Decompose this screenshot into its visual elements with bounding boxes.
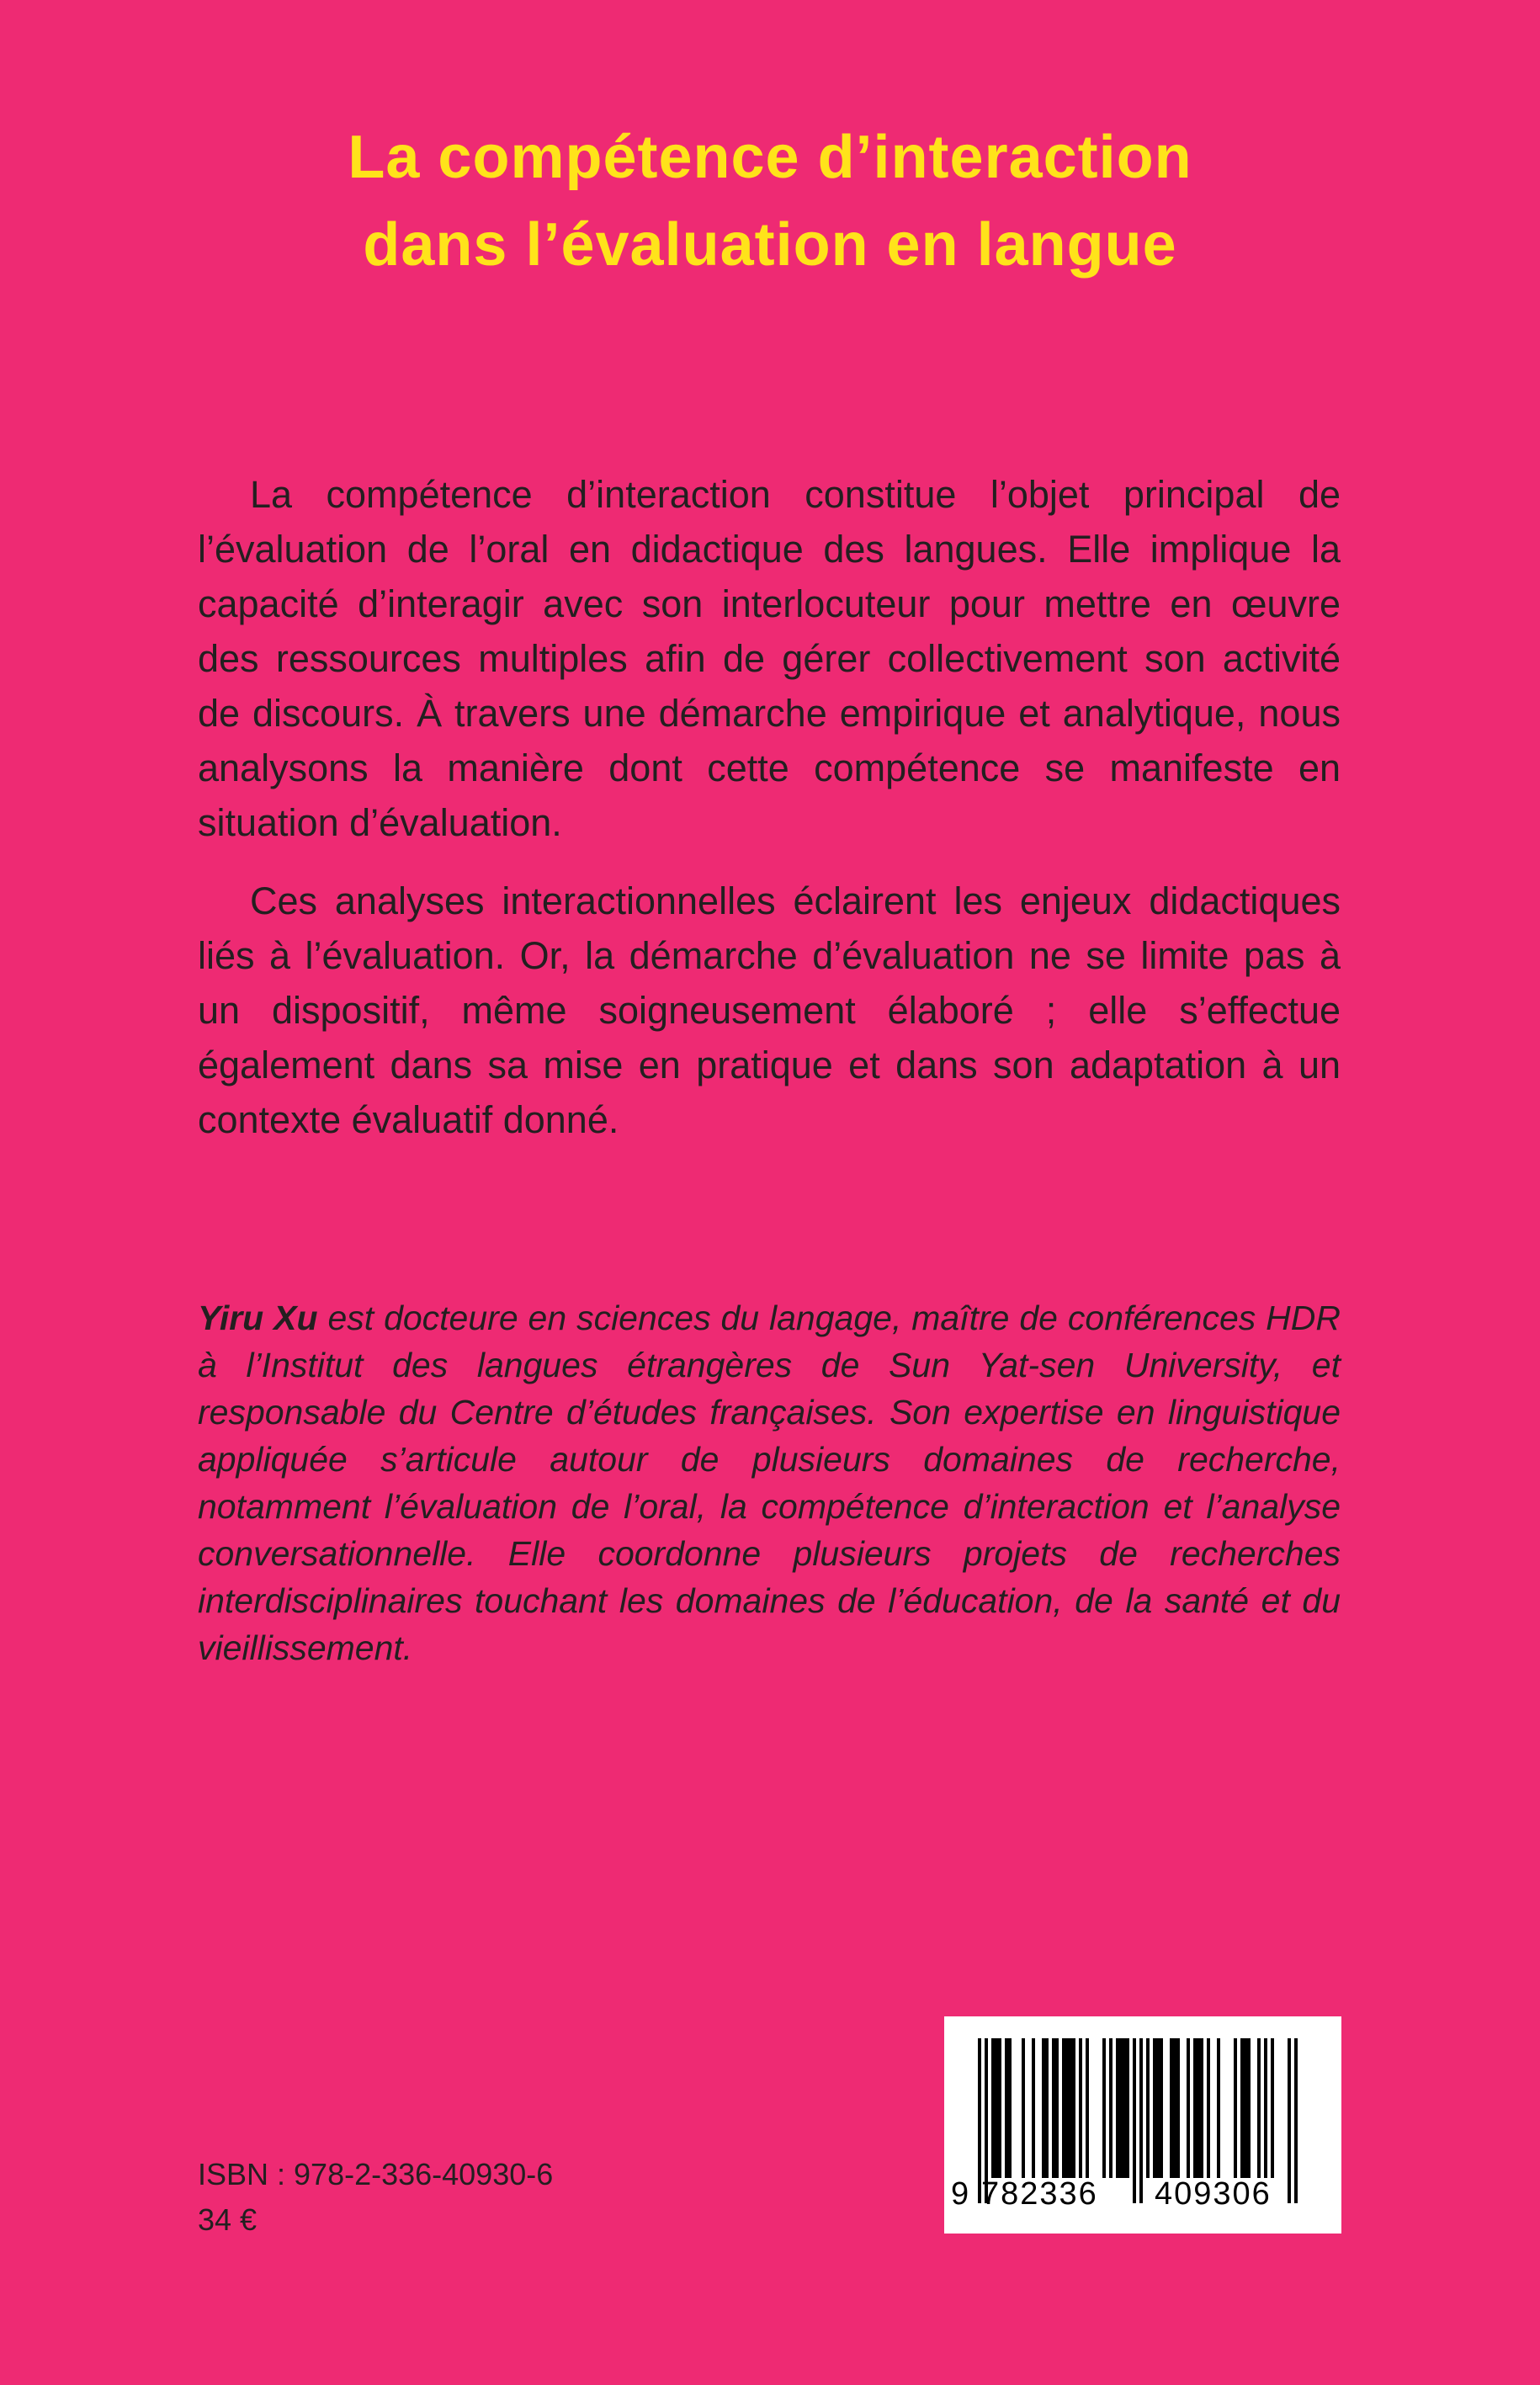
barcode-bar [1126, 2038, 1129, 2178]
barcode-bar [1200, 2038, 1203, 2178]
barcode-bar [995, 2038, 998, 2178]
isbn-label: ISBN : 978-2-336-40930-6 [198, 2157, 554, 2191]
barcode-bar [1072, 2038, 1075, 2178]
barcode-bar [998, 2038, 1001, 2178]
barcode-bar [1146, 2038, 1150, 2178]
barcode-bar [1123, 2038, 1126, 2178]
barcode-bar [1173, 2038, 1176, 2178]
barcode-bar [1032, 2038, 1035, 2178]
barcode-bar [1055, 2038, 1059, 2178]
barcode-bar [1062, 2038, 1065, 2178]
barcode-bar [991, 2038, 995, 2178]
price-label: 34 € [198, 2202, 258, 2237]
barcode-bar [1207, 2038, 1210, 2178]
barcode-bar [1153, 2038, 1156, 2178]
barcode-bar [1234, 2038, 1237, 2178]
barcode-bar [1069, 2038, 1072, 2178]
barcode-bar [1042, 2038, 1045, 2178]
barcode-bar [1102, 2038, 1106, 2178]
barcode [944, 2016, 1341, 2234]
author-bio [198, 1294, 1341, 1671]
barcode-left-group: 782336 [981, 2176, 1098, 2212]
barcode-bar [1244, 2038, 1247, 2178]
barcode-bar [1240, 2038, 1244, 2178]
barcode-bar [1257, 2038, 1261, 2178]
title-line-1: La compétence d’interaction [348, 124, 1192, 191]
barcode-bar [1045, 2038, 1049, 2178]
barcode-bar [1197, 2038, 1200, 2178]
barcode-digits [944, 2176, 1341, 2218]
barcode-bar [1052, 2038, 1055, 2178]
summary-text [198, 467, 1341, 1171]
barcode-bar [1247, 2038, 1251, 2178]
barcode-bar [1160, 2038, 1163, 2178]
barcode-bar [1176, 2038, 1180, 2178]
book-title [0, 114, 1540, 289]
barcode-bar [1005, 2038, 1008, 2178]
barcode-bar [1109, 2038, 1113, 2178]
summary-paragraph-1: La compétence d’interaction constitue l’objet principal de l’évaluation de l’oral en didactique des langues. Elle implique la capacité d’interagir avec son interlocuteur pour mettre en œuvre des ressources multiples afin de gérer collectivement son activité de discours. À travers une démarche empirique et analytique, nous analysons la manière dont cette compétence se manifeste en situation d’évaluation. [198, 473, 1341, 844]
barcode-right-group: 409306 [1155, 2176, 1272, 2212]
barcode-bar [1187, 2038, 1190, 2178]
author-name: Yiru Xu [198, 1299, 318, 1337]
barcode-bar [1008, 2038, 1012, 2178]
barcode-first-digit: 9 [951, 2176, 969, 2212]
barcode-bar [1022, 2038, 1025, 2178]
barcode-bar [1170, 2038, 1173, 2178]
barcode-bar [1079, 2038, 1082, 2178]
title-line-2: dans l’évaluation en langue [363, 211, 1177, 279]
barcode-bar [1156, 2038, 1160, 2178]
summary-paragraph-2: Ces analyses interactionnelles éclairent les enjeux didactiques liés à l’évaluation. Or, la démarche d’évaluation ne se limite pas à un dispositif, même soigneusement élaboré ; elle s’effectue également dans sa mise en pratique et dans son adaptation à un contexte évaluatif donné. [198, 879, 1341, 1141]
barcode-bar [1086, 2038, 1089, 2178]
author-bio-text: est docteure en sciences du langage, maître de conférences HDR à l’Institut des langues étrangères de Sun Yat-sen University, et responsable du Centre d’études françaises. Son expertise en linguistique appliquée s’articule autour de plusieurs domaines de recherche, notamment l’évaluation de l’oral, la compétence d’interaction et l’analyse conversationnelle. Elle coordonne plusieurs projets de recherches interdisciplinaires touchant les domaines de l’éducation, de la santé et du vieillissement. [198, 1299, 1341, 1667]
barcode-bar [1065, 2038, 1069, 2178]
barcode-bar [1119, 2038, 1123, 2178]
barcode-bar [1116, 2038, 1119, 2178]
barcode-bar [1217, 2038, 1220, 2178]
barcode-bar [1271, 2038, 1274, 2178]
barcode-bar [1264, 2038, 1267, 2178]
barcode-bar [1193, 2038, 1197, 2178]
